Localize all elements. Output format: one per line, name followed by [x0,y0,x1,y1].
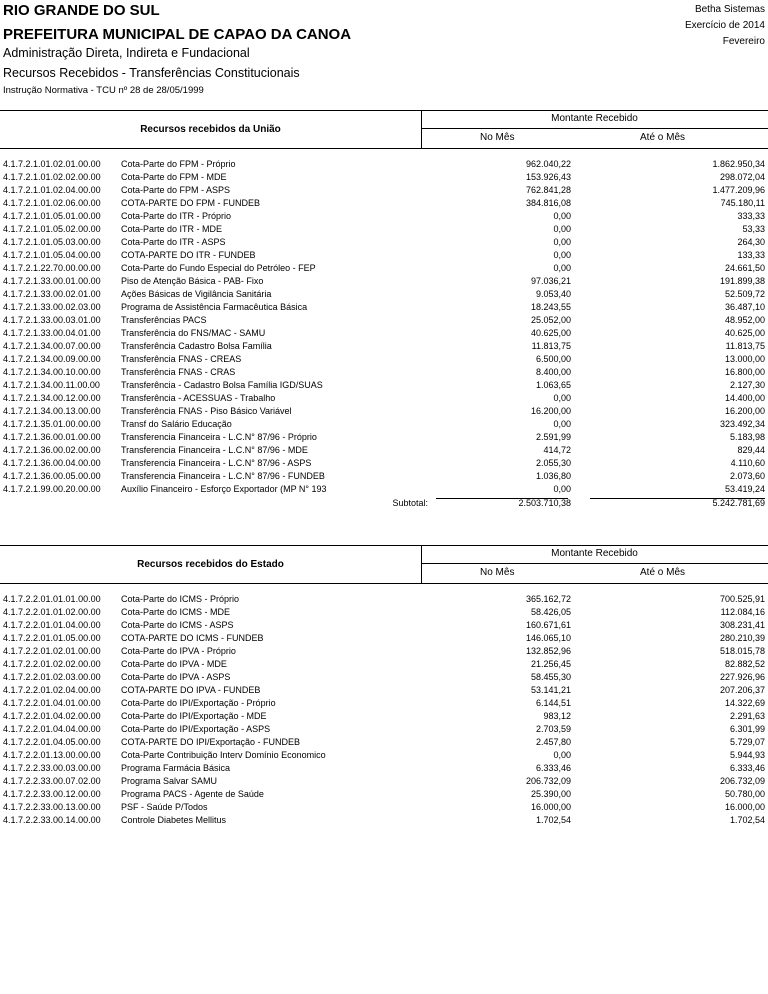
account-code: 4.1.7.2.1.35.01.00.00.00 [3,419,101,429]
table-row [0,593,768,606]
no-mes-value: 0,00 [553,250,571,260]
account-description: Cota-Parte do IPI/Exportação - MDE [121,711,267,721]
no-mes-value: 0,00 [553,263,571,273]
ate-mes-value: 1.477.209,96 [712,185,765,195]
table-row [0,788,768,801]
municipality-name: PREFEITURA MUNICIPAL DE CAPAO DA CANOA [3,26,352,43]
table-row [0,301,768,314]
ate-mes-value: 11.813,75 [725,341,765,351]
account-description: COTA-PARTE DO IPVA - FUNDEB [121,685,261,695]
ate-mes-value: 112.084,16 [720,607,765,617]
no-mes-value: 1.036,80 [535,471,571,481]
account-description: Cota-Parte do IPI/Exportação - Próprio [121,698,276,708]
uniao-section-title: Recursos recebidos da União [140,124,281,135]
no-mes-value: 2.703,59 [535,724,571,734]
ate-mes-value: 518.015,78 [719,646,765,656]
no-mes-value: 40.625,00 [530,328,571,338]
no-mes-value: 365.162,72 [525,594,571,604]
no-mes-value: 384.816,08 [525,198,571,208]
account-description: Transferências PACS [121,315,207,325]
account-code: 4.1.7.2.2.01.04.01.00.00 [3,698,101,708]
table-row [0,444,768,457]
account-code: 4.1.7.2.2.33.00.13.00.00 [3,802,101,812]
account-code: 4.1.7.2.1.36.00.04.00.00 [3,458,101,468]
no-mes-value: 2.055,30 [535,458,571,468]
ate-mes-value: 5.729,07 [729,737,765,747]
ate-mes-value: 133,33 [737,250,765,260]
table-row [0,431,768,444]
report-header [3,2,351,97]
account-code: 4.1.7.2.1.34.00.11.00.00 [3,380,100,390]
no-mes-value: 1.702,54 [535,815,571,825]
fiscal-year: Exercício de 2014 [684,20,765,31]
table-row [0,697,768,710]
table-row [0,327,768,340]
no-mes-value: 58.455,30 [530,672,571,682]
account-description: Auxílio Financeiro - Esforço Exportador (MP N° 193 [121,484,327,494]
account-description: Cota-Parte do FPM - Próprio [121,159,236,169]
account-description: Transferência - Cadastro Bolsa Família IGD/SUAS [121,380,323,390]
uniao-subtotal [0,496,768,511]
account-code: 4.1.7.2.1.99.00.20.00.00 [3,484,101,494]
table-row [0,775,768,788]
account-description: Transferência - ACESSUAS - Trabalho [121,393,276,403]
no-mes-value: 9.053,40 [535,289,571,299]
account-code: 4.1.7.2.2.33.00.12.00.00 [3,789,101,799]
ate-mes-value: 13.000,00 [724,354,765,364]
ate-mes-value: 298.072,04 [719,172,765,182]
table-row [0,723,768,736]
no-mes-value: 2.591,99 [535,432,571,442]
ate-mes-value: 40.625,00 [724,328,765,338]
table-row [0,801,768,814]
ate-mes-value: 16.800,00 [724,367,765,377]
table-row [0,184,768,197]
ate-mes-value: 2.073,60 [729,471,765,481]
no-mes-value: 153.926,43 [525,172,571,182]
account-code: 4.1.7.2.1.34.00.10.00.00 [3,367,101,377]
no-mes-value: 6.500,00 [535,354,571,364]
ate-mes-value: 14.322,69 [724,698,765,708]
ate-mes-value: 829,44 [737,445,765,455]
account-description: Transferência Cadastro Bolsa Família [121,341,272,351]
uniao-section-header [0,110,768,149]
table-row [0,262,768,275]
account-description: Transf do Salário Educação [121,419,232,429]
account-code: 4.1.7.2.1.34.00.12.00.00 [3,393,101,403]
no-mes-value: 6.144,51 [535,698,571,708]
estado-section [0,545,768,827]
uniao-section [0,110,768,511]
account-code: 4.1.7.2.1.01.02.02.00.00 [3,172,101,182]
table-row [0,392,768,405]
account-code: 4.1.7.2.1.34.00.13.00.00 [3,406,101,416]
uniao-rows [0,149,768,496]
account-code: 4.1.7.2.1.01.02.04.00.00 [3,185,101,195]
ate-mes-value: 1.702,54 [729,815,765,825]
ate-mes-value: 5.183,98 [729,432,765,442]
ate-mes-value: 16.200,00 [724,406,765,416]
report-meta [685,2,765,50]
table-row [0,645,768,658]
table-row [0,736,768,749]
no-mes-value: 25.390,00 [530,789,571,799]
ate-mes-value: 5.944,93 [729,750,765,760]
account-description: Cota-Parte do ICMS - ASPS [121,620,234,630]
account-code: 4.1.7.2.1.01.02.06.00.00 [3,198,101,208]
table-row [0,223,768,236]
no-mes-value: 146.065,10 [525,633,571,643]
ate-mes-value: 745.180,11 [720,198,765,208]
ate-mes-value: 333,33 [737,211,765,221]
ate-mes-value: 6.301,99 [729,724,765,734]
no-mes-value: 21.256,45 [530,659,571,669]
account-description: Cota-Parte do ICMS - MDE [121,607,231,617]
ate-mes-value: 16.000,00 [724,802,765,812]
estado-section-title: Recursos recebidos do Estado [137,559,284,570]
no-mes-value: 2.457,80 [535,737,571,747]
account-description: Transferência FNAS - CRAS [121,367,236,377]
ate-mes-header: Até o Mês [640,567,686,578]
table-row [0,171,768,184]
account-description: Transferencia Financeira - L.C.N° 87/96 - ASPS [121,458,312,468]
account-code: 4.1.7.2.1.33.00.01.00.00 [3,276,101,286]
ate-mes-value: 206.732,09 [719,776,765,786]
account-code: 4.1.7.2.1.01.05.01.00.00 [3,211,101,221]
account-description: COTA-PARTE DO IPI/Exportação - FUNDEB [121,737,301,747]
no-mes-value: 6.333,46 [535,763,571,773]
ate-mes-header: Até o Mês [640,132,686,143]
table-row [0,275,768,288]
no-mes-value: 16.000,00 [530,802,571,812]
account-description: Transferencia Financeira - L.C.N° 87/96 - FUNDEB [121,471,325,481]
report-title: Recursos Recebidos - Transferências Constitucionais [3,66,300,80]
account-code: 4.1.7.2.2.01.04.04.00.00 [3,724,101,734]
administration-line: Administração Direta, Indireta e Fundacional [3,46,250,60]
subtotal-ate-mes: 5.242.781,69 [712,498,765,508]
no-mes-value: 0,00 [553,237,571,247]
header-divider [421,128,768,129]
ate-mes-value: 4.110,60 [730,458,765,468]
ate-mes-value: 700.525,91 [719,594,765,604]
ate-mes-value: 52.509,72 [724,289,765,299]
table-row [0,158,768,171]
table-row [0,197,768,210]
estado-rows [0,584,768,827]
instruction-line: Instrução Normativa - TCU nº 28 de 28/05/1999 [3,85,204,96]
account-description: Cota-Parte do IPVA - MDE [121,659,227,669]
table-row [0,814,768,827]
table-row [0,483,768,496]
table-row [0,353,768,366]
account-description: Ações Básicas de Vigilância Sanitária [121,289,272,299]
account-code: 4.1.7.2.1.33.00.04.01.00 [3,328,101,338]
system-name: Betha Sistemas [694,4,765,15]
account-code: 4.1.7.2.2.01.02.03.00.00 [3,672,101,682]
no-mes-value: 18.243,55 [530,302,571,312]
account-description: Cota-Parte Contribuição Interv Domínio Economico [121,750,326,760]
ate-mes-value: 82.882,52 [724,659,765,669]
account-code: 4.1.7.2.2.01.02.01.00.00 [3,646,101,656]
account-description: Cota-Parte do FPM - MDE [121,172,227,182]
account-description: Transferencia Financeira - L.C.N° 87/96 - MDE [121,445,308,455]
no-mes-value: 53.141,21 [530,685,571,695]
table-row [0,249,768,262]
account-code: 4.1.7.2.1.34.00.09.00.00 [3,354,101,364]
account-description: Programa Farmácia Básica [121,763,231,773]
table-row [0,606,768,619]
account-code: 4.1.7.2.1.01.05.04.00.00 [3,250,101,260]
table-row [0,340,768,353]
account-description: Cota-Parte do FPM - ASPS [121,185,231,195]
account-description: COTA-PARTE DO FPM - FUNDEB [121,198,261,208]
table-row [0,684,768,697]
no-mes-value: 0,00 [553,484,571,494]
no-mes-value: 762.841,28 [525,185,571,195]
account-code: 4.1.7.2.2.33.00.14.00.00 [3,815,101,825]
no-mes-value: 16.200,00 [530,406,571,416]
table-row [0,749,768,762]
account-description: COTA-PARTE DO ICMS - FUNDEB [121,633,264,643]
table-row [0,710,768,723]
ate-mes-value: 36.487,10 [724,302,765,312]
account-code: 4.1.7.2.2.01.02.04.00.00 [3,685,101,695]
no-mes-value: 58.426,05 [530,607,571,617]
account-code: 4.1.7.2.1.36.00.01.00.00 [3,432,101,442]
account-code: 4.1.7.2.1.33.00.03.01.00 [3,315,101,325]
ate-mes-value: 2.127,30 [729,380,765,390]
no-mes-value: 8.400,00 [535,367,571,377]
ate-mes-value: 53.419,24 [724,484,765,494]
no-mes-value: 983,12 [543,711,571,721]
table-row [0,470,768,483]
account-description: Controle Diabetes Mellitus [121,815,227,825]
table-row [0,671,768,684]
ate-mes-value: 323.492,34 [719,419,765,429]
table-row [0,658,768,671]
table-row [0,418,768,431]
no-mes-value: 97.036,21 [530,276,571,286]
account-code: 4.1.7.2.2.33.00.03.00.00 [3,763,101,773]
ate-mes-value: 24.661,50 [724,263,765,273]
no-mes-value: 0,00 [553,750,571,760]
account-code: 4.1.7.2.1.36.00.02.00.00 [3,445,101,455]
account-description: Programa de Assistência Farmacêutica Básica [121,302,308,312]
table-row [0,619,768,632]
table-row [0,632,768,645]
account-description: Cota-Parte do ITR - MDE [121,224,223,234]
account-description: Piso de Atenção Básica - PAB- Fixo [121,276,264,286]
ate-mes-value: 227.926,96 [719,672,765,682]
ate-mes-value: 48.952,00 [724,315,765,325]
montante-header: Montante Recebido [551,113,638,124]
account-description: Transferência FNAS - Piso Básico Variável [121,406,292,416]
ate-mes-value: 207.206,37 [719,685,765,695]
ate-mes-value: 308.231,41 [719,620,765,630]
no-mes-value: 1.063,65 [535,380,571,390]
montante-header: Montante Recebido [551,548,638,559]
account-description: PSF - Saúde P/Todos [121,802,208,812]
table-row [0,288,768,301]
account-code: 4.1.7.2.2.01.01.04.00.00 [3,620,101,630]
account-description: Cota-Parte do IPI/Exportação - ASPS [121,724,271,734]
ate-mes-value: 1.862.950,34 [712,159,765,169]
table-row [0,762,768,775]
no-mes-header: No Mês [480,132,515,143]
no-mes-value: 414,72 [543,445,571,455]
no-mes-value: 11.813,75 [531,341,571,351]
ate-mes-value: 6.333,46 [729,763,765,773]
ate-mes-value: 2.291,63 [729,711,765,721]
account-code: 4.1.7.2.1.22.70.00.00.00 [3,263,101,273]
account-code: 4.1.7.2.2.33.00.07.02.00 [3,776,101,786]
table-row [0,457,768,470]
ate-mes-value: 50.780,00 [724,789,765,799]
account-code: 4.1.7.2.2.01.01.01.00.00 [3,594,101,604]
table-row [0,366,768,379]
account-code: 4.1.7.2.1.01.05.02.00.00 [3,224,101,234]
subtotal-label: Subtotal: [392,498,428,508]
account-description: Cota-Parte do IPVA - Próprio [121,646,236,656]
no-mes-value: 0,00 [553,211,571,221]
no-mes-value: 132.852,96 [525,646,571,656]
account-code: 4.1.7.2.2.01.04.02.00.00 [3,711,101,721]
ate-mes-value: 53,33 [742,224,765,234]
account-code: 4.1.7.2.1.01.05.03.00.00 [3,237,101,247]
no-mes-value: 206.732,09 [525,776,571,786]
subtotal-no-mes: 2.503.710,38 [518,498,571,508]
ate-mes-value: 14.400,00 [724,393,765,403]
account-description: Cota-Parte do Fundo Especial do Petróleo - FEP [121,263,316,273]
account-description: Cota-Parte do ITR - Próprio [121,211,232,221]
account-code: 4.1.7.2.1.34.00.07.00.00 [3,341,101,351]
no-mes-value: 25.052,00 [530,315,571,325]
table-row [0,314,768,327]
account-description: Transferência do FNS/MAC - SAMU [121,328,266,338]
account-code: 4.1.7.2.2.01.13.00.00.00 [3,750,101,760]
table-row [0,405,768,418]
account-description: Cota-Parte do IPVA - ASPS [121,672,231,682]
account-description: Transferência FNAS - CREAS [121,354,242,364]
table-row [0,379,768,392]
account-code: 4.1.7.2.2.01.02.02.00.00 [3,659,101,669]
account-code: 4.1.7.2.1.36.00.05.00.00 [3,471,101,481]
estado-section-header [0,545,768,584]
account-code: 4.1.7.2.1.33.00.02.01.00 [3,289,101,299]
account-description: Programa PACS - Agente de Saúde [121,789,264,799]
account-code: 4.1.7.2.2.01.04.05.00.00 [3,737,101,747]
account-description: Programa Salvar SAMU [121,776,218,786]
table-row [0,210,768,223]
report-month: Fevereiro [722,36,765,47]
no-mes-value: 0,00 [553,419,571,429]
account-code: 4.1.7.2.1.01.02.01.00.00 [3,159,101,169]
header-divider [421,563,768,564]
ate-mes-value: 264,30 [737,237,765,247]
account-code: 4.1.7.2.2.01.01.02.00.00 [3,607,101,617]
no-mes-value: 160.671,61 [525,620,571,630]
table-row [0,236,768,249]
no-mes-value: 962.040,22 [525,159,571,169]
ate-mes-value: 280.210,39 [719,633,765,643]
ate-mes-value: 191.899,38 [719,276,765,286]
no-mes-value: 0,00 [553,393,571,403]
state-name: RIO GRANDE DO SUL [3,2,160,19]
no-mes-value: 0,00 [553,224,571,234]
account-description: Transferencia Financeira - L.C.N° 87/96 - Próprio [121,432,317,442]
account-description: COTA-PARTE DO ITR - FUNDEB [121,250,256,260]
account-code: 4.1.7.2.2.01.01.05.00.00 [3,633,101,643]
account-description: Cota-Parte do ICMS - Próprio [121,594,240,604]
account-code: 4.1.7.2.1.33.00.02.03.00 [3,302,101,312]
no-mes-header: No Mês [480,567,515,578]
account-description: Cota-Parte do ITR - ASPS [121,237,226,247]
